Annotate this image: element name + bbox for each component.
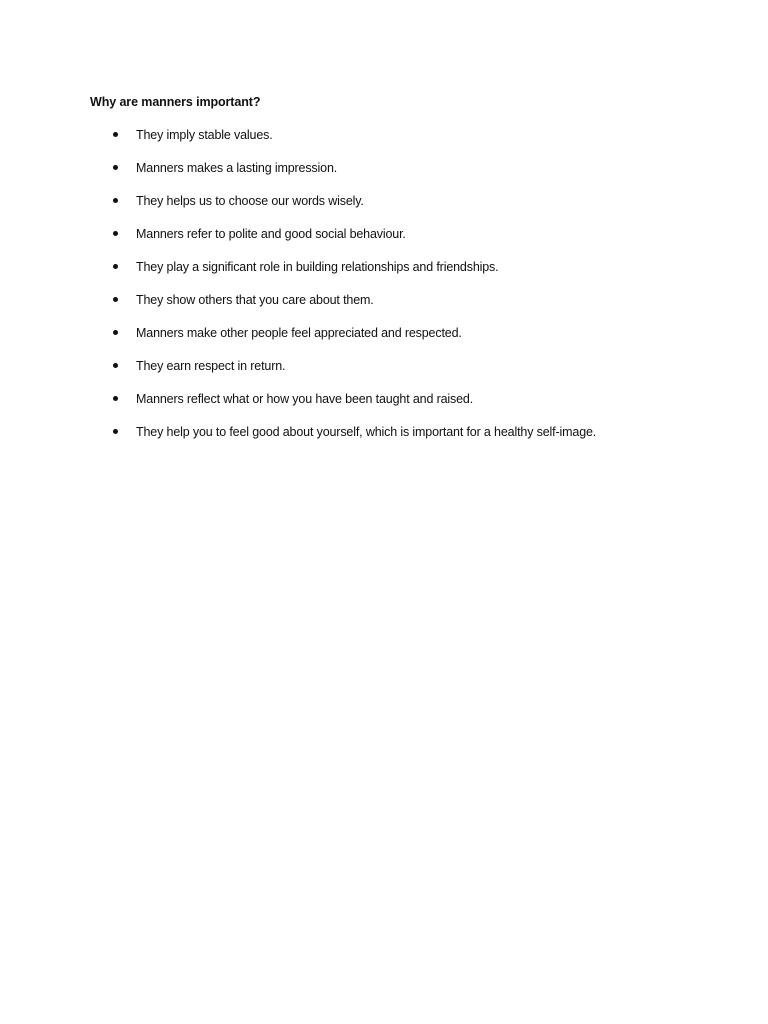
list-item bbox=[0, 291, 768, 324]
document-heading: Why are manners important? bbox=[90, 95, 261, 109]
list-item-text: They imply stable values. bbox=[136, 128, 273, 142]
bullet-icon bbox=[113, 132, 118, 137]
bullet-icon bbox=[113, 330, 118, 335]
list-item-text: They help you to feel good about yourself, which is important for a healthy self-image. bbox=[136, 425, 597, 439]
list-item bbox=[0, 357, 768, 390]
bullet-icon bbox=[113, 165, 118, 170]
bullet-icon bbox=[113, 297, 118, 302]
list-item bbox=[0, 390, 768, 423]
bullet-icon bbox=[113, 264, 118, 269]
bullet-icon bbox=[113, 198, 118, 203]
list-item bbox=[0, 258, 768, 291]
list-item-text: Manners reflect what or how you have been taught and raised. bbox=[136, 392, 474, 406]
list-item bbox=[0, 225, 768, 258]
list-item bbox=[0, 126, 768, 159]
bullet-list bbox=[0, 126, 768, 456]
bullet-icon bbox=[113, 231, 118, 236]
list-item-text: They play a significant role in building relationships and friendships. bbox=[136, 260, 499, 274]
list-item bbox=[0, 159, 768, 192]
list-item-text: They helps us to choose our words wisely. bbox=[136, 194, 364, 208]
list-item-text: Manners make other people feel appreciated and respected. bbox=[136, 326, 462, 340]
bullet-icon bbox=[113, 396, 118, 401]
list-item bbox=[0, 423, 768, 456]
list-item bbox=[0, 324, 768, 357]
bullet-icon bbox=[113, 429, 118, 434]
list-item bbox=[0, 192, 768, 225]
list-item-text: They earn respect in return. bbox=[136, 359, 286, 373]
list-item-text: Manners makes a lasting impression. bbox=[136, 161, 338, 175]
bullet-icon bbox=[113, 363, 118, 368]
list-item-text: Manners refer to polite and good social behaviour. bbox=[136, 227, 406, 241]
list-item-text: They show others that you care about them. bbox=[136, 293, 374, 307]
